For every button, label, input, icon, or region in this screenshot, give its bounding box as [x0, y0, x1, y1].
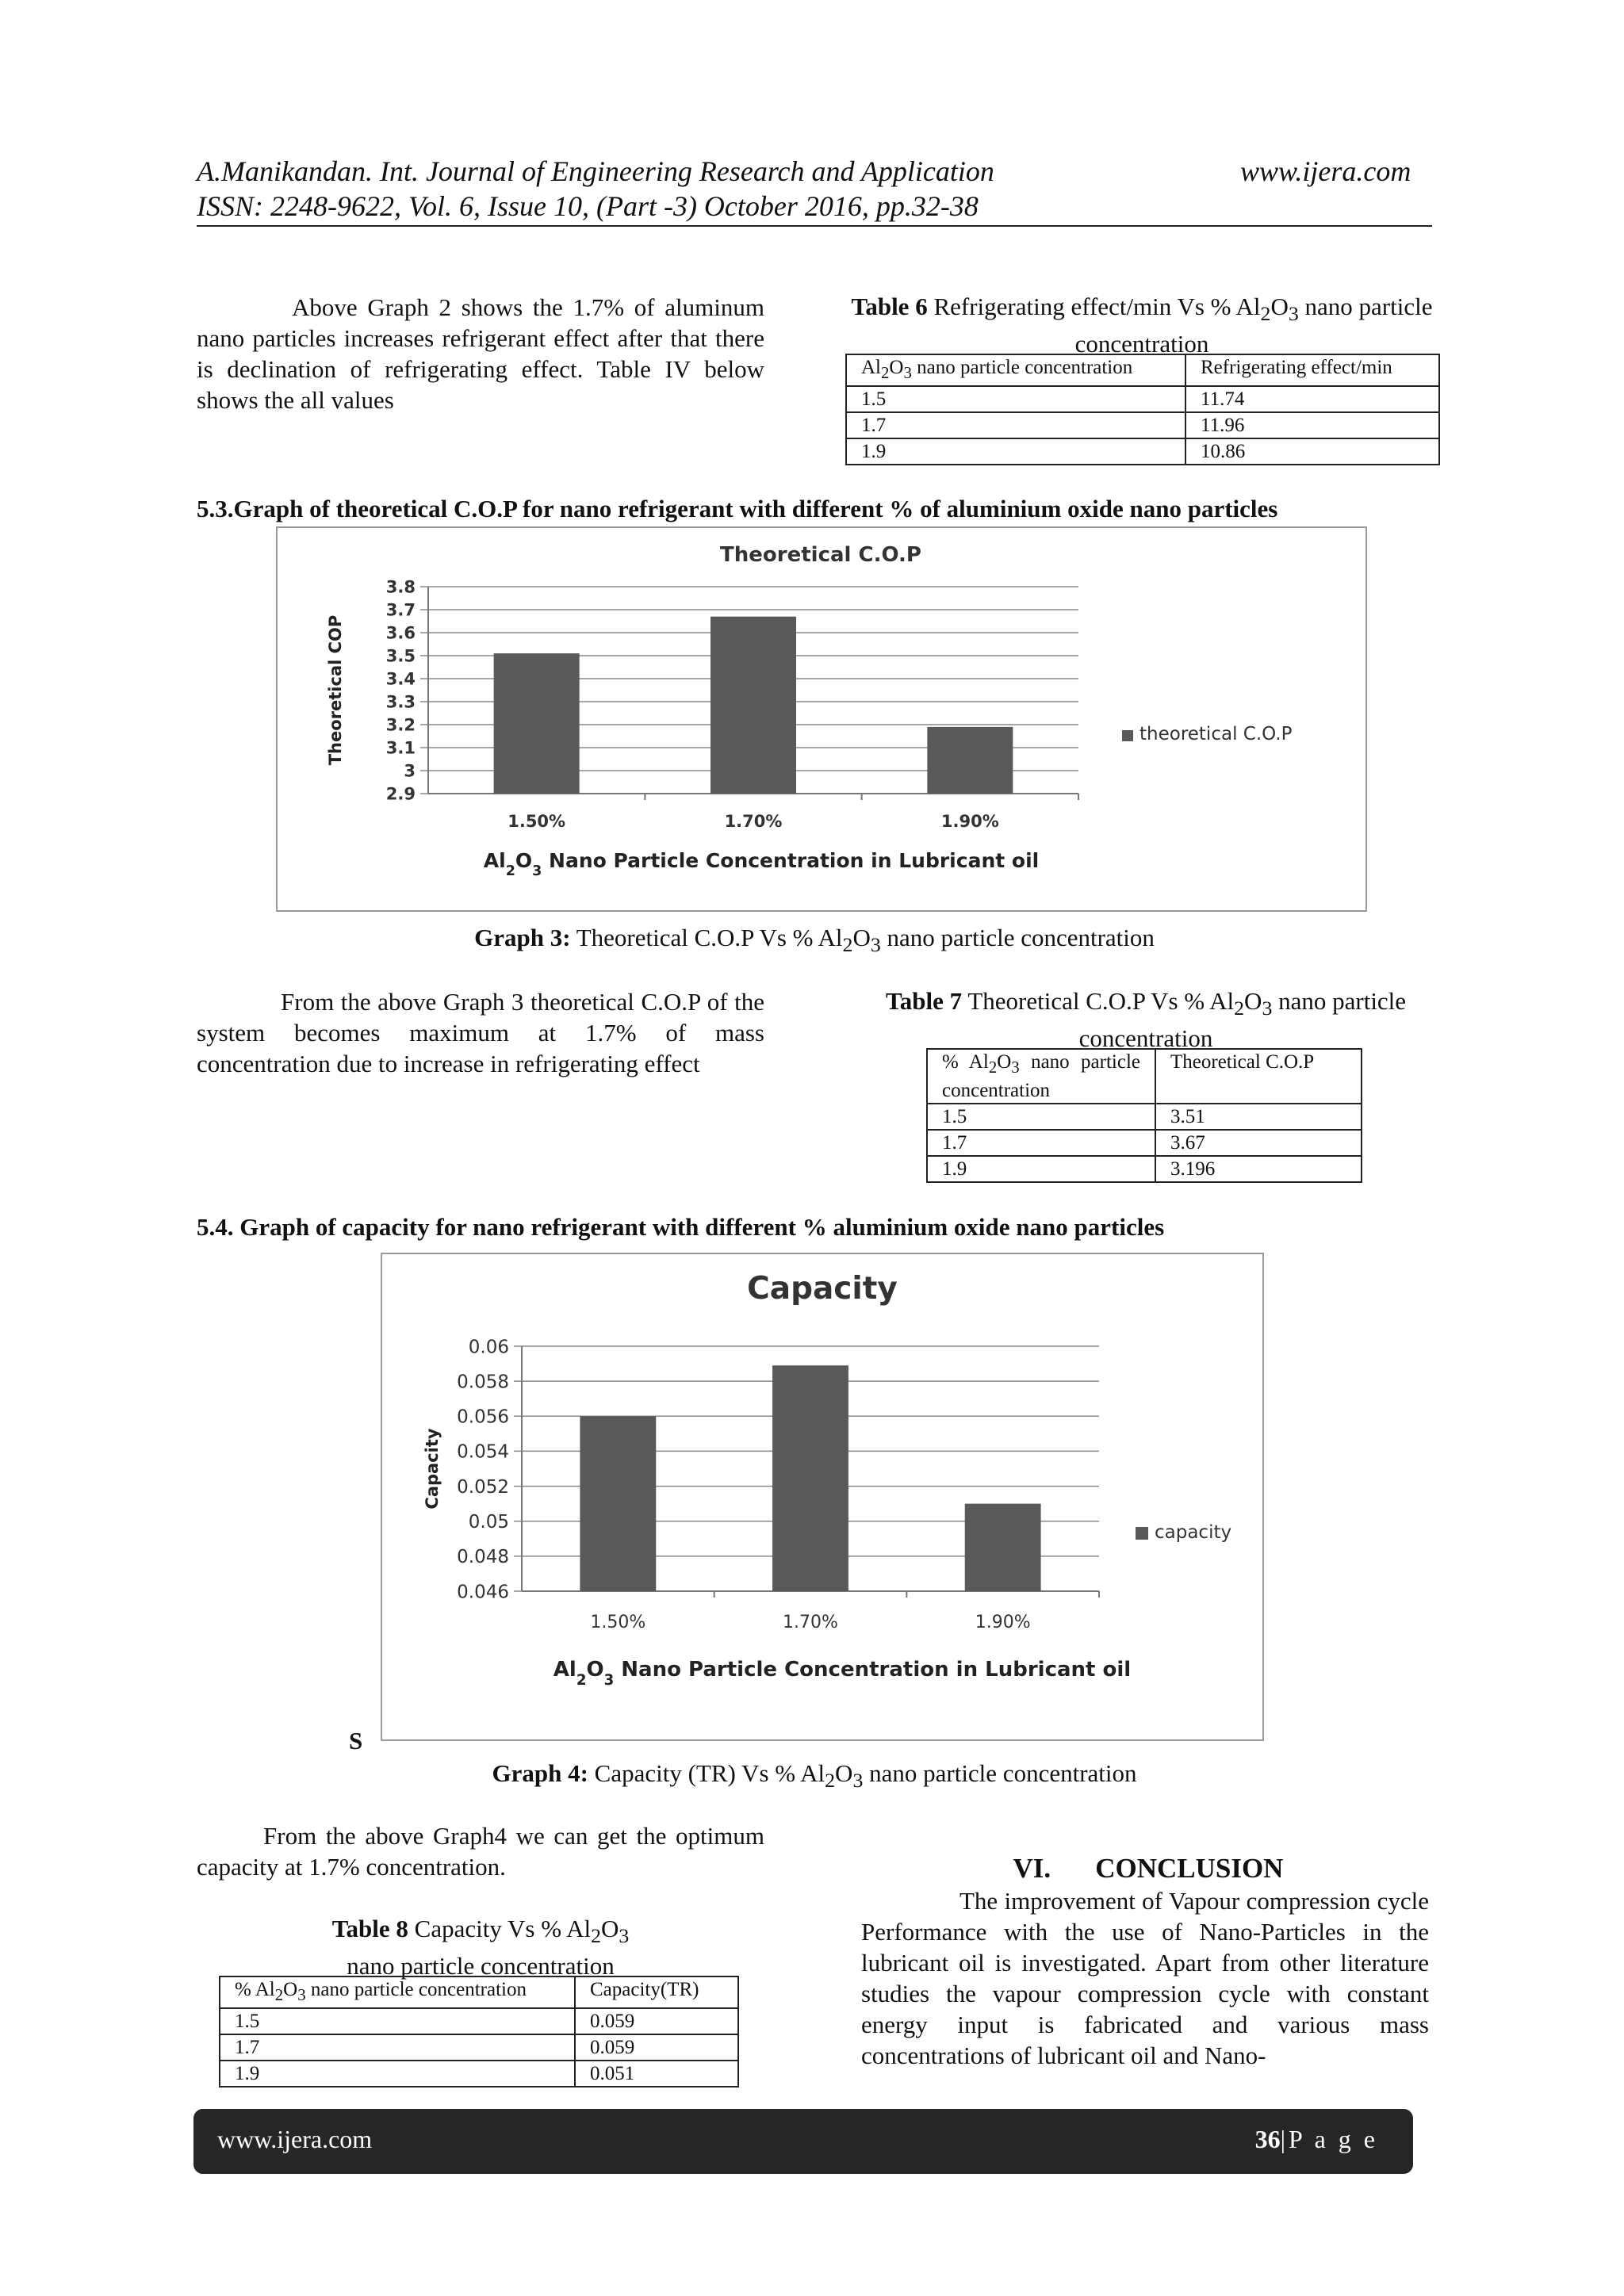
capacity-chart-svg — [382, 1254, 1262, 1739]
x-tick-label: 1.50% — [508, 812, 566, 831]
bar — [772, 1365, 848, 1591]
table-header-cell: Refrigerating effect/min — [1185, 354, 1439, 386]
intro-paragraph — [197, 292, 764, 415]
table-row — [846, 438, 1439, 465]
table-row — [220, 2008, 738, 2034]
table-cell: 1.9 — [220, 2061, 575, 2087]
table-cell: 3.51 — [1155, 1104, 1362, 1130]
y-tick-label: 0.052 — [457, 1476, 509, 1498]
table-header-cell: % $Al_2O_3$ nano particle concentration — [220, 1976, 575, 2008]
table6-caption: Table 6 Refrigerating effect/min Vs % $Al_2O_3$ nano particle concentration — [851, 293, 1433, 358]
theoretical-cop-chart — [276, 526, 1367, 912]
table6 — [845, 354, 1440, 465]
x-tick-label: 1.90% — [975, 1613, 1031, 1632]
table-header-cell: Capacity(TR) — [575, 1976, 738, 2008]
table-cell: 0.051 — [575, 2061, 738, 2087]
y-tick-label: 3.3 — [385, 692, 416, 712]
legend-label: theoretical C.O.P — [1139, 724, 1293, 744]
section-5-3-heading: 5.3.Graph of theoretical C.O.P for nano refrigerant with different % of aluminium oxide nano particles — [197, 495, 1278, 522]
graph3-label: Graph 3: — [474, 924, 571, 951]
page-footer — [193, 2109, 1413, 2174]
table-cell: 3.196 — [1155, 1156, 1362, 1182]
table-header-row — [927, 1049, 1362, 1104]
table-cell: 11.96 — [1185, 412, 1439, 438]
stray-letter: S — [349, 1727, 363, 1755]
conclusion-number: VI. — [1013, 1853, 1051, 1884]
y-tick-label: 3.7 — [385, 600, 416, 620]
y-tick-label: 3 — [404, 761, 416, 781]
x-tick-label: 1.70% — [724, 812, 783, 831]
y-tick-label: 3.2 — [385, 715, 416, 735]
paragraph-graph3-discussion: From the above Graph 3 theoretical C.O.P of the system becomes maximum at 1.7% of mass concentration due to increase in refrigerating effect — [197, 988, 764, 1077]
table-cell: 0.059 — [575, 2008, 738, 2034]
running-header-url: www.ijera.com — [1240, 155, 1411, 187]
section-5-4-heading: 5.4. Graph of capacity for nano refrigerant with different % aluminium oxide nano particles — [197, 1213, 1165, 1241]
running-header-issue: ISSN: 2248-9622, Vol. 6, Issue 10, (Part -3) October 2016, pp.32-38 — [197, 190, 979, 222]
running-header-journal: A.Manikandan. Int. Journal of Engineering Research and Application — [197, 155, 994, 187]
table-cell: 0.059 — [575, 2034, 738, 2061]
y-tick-label: 3.1 — [385, 738, 416, 758]
table-header-cell: Theoretical C.O.P — [1155, 1049, 1362, 1104]
footer-page-number: 36|P a g e — [1254, 2125, 1378, 2153]
graph4-caption: Graph 4: Capacity (TR) Vs % $Al_2O_3$ nano particle concentration — [492, 1759, 1137, 1793]
table7 — [926, 1048, 1362, 1183]
x-axis-label: $Al_2O_3$ Nano Particle Concentration in Lubricant oil — [553, 1658, 1132, 1689]
table-row — [927, 1130, 1362, 1156]
table-cell: 10.86 — [1185, 438, 1439, 465]
bar — [965, 1504, 1041, 1591]
theoretical-cop-chart-svg — [278, 528, 1365, 910]
bar — [927, 727, 1013, 794]
y-tick-label: 3.6 — [385, 623, 416, 643]
y-tick-label: 2.9 — [385, 784, 416, 804]
x-tick-label: 1.70% — [783, 1613, 838, 1632]
y-axis-label: Capacity — [423, 1428, 442, 1510]
footer-url: www.ijera.com — [217, 2125, 373, 2153]
table8-caption: Table 8 Capacity Vs % $Al_2O_3$ nano particle concentration — [331, 1915, 630, 1980]
table-cell: 1.9 — [846, 438, 1185, 465]
legend-swatch — [1136, 1527, 1148, 1540]
y-tick-label: 0.056 — [457, 1406, 509, 1428]
table6-label: Table 6 — [851, 293, 928, 320]
y-tick-label: 3.8 — [385, 577, 416, 597]
paragraph-graph4-discussion: From the above Graph4 we can get the optimum capacity at 1.7% concentration. — [197, 1822, 764, 1881]
y-tick-label: 0.05 — [468, 1511, 509, 1533]
table-cell: 3.67 — [1155, 1130, 1362, 1156]
table8 — [219, 1976, 739, 2087]
legend-swatch — [1122, 730, 1133, 741]
conclusion-title: CONCLUSION — [1095, 1853, 1284, 1884]
x-tick-label: 1.50% — [590, 1613, 646, 1632]
x-tick-label: 1.90% — [940, 812, 999, 831]
capacity-chart — [381, 1253, 1264, 1741]
y-tick-label: 0.048 — [457, 1547, 509, 1568]
x-axis-label: $Al_2O_3$ Nano Particle Concentration in Lubricant oil — [483, 849, 1040, 879]
table-cell: 11.74 — [1185, 386, 1439, 412]
y-tick-label: 0.058 — [457, 1372, 509, 1393]
table-row — [927, 1104, 1362, 1130]
table-cell: 1.7 — [846, 412, 1185, 438]
intro-paragraph-text: Above Graph 2 shows the 1.7% of aluminum nano particles increases refrigerant effect after that there is declination of refrigerating effect. Table IV below shows the all values — [197, 293, 764, 414]
y-tick-label: 0.054 — [457, 1441, 509, 1463]
table7-label: Table 7 — [885, 987, 963, 1015]
table-header-cell: % $Al_2O_3$ nano particle concentration — [927, 1049, 1155, 1104]
bar — [710, 617, 796, 794]
table-cell: 1.5 — [927, 1104, 1155, 1130]
table-row — [846, 412, 1439, 438]
table-row — [220, 2034, 738, 2061]
table-cell: 1.9 — [927, 1156, 1155, 1182]
table8-label: Table 8 — [331, 1915, 408, 1942]
y-tick-label: 3.4 — [385, 669, 416, 689]
table-cell: 1.5 — [846, 386, 1185, 412]
graph3-caption: Graph 3: Theoretical C.O.P Vs % $Al_2O_3$ nano particle concentration — [474, 924, 1155, 957]
y-axis-label: Theoretical COP — [326, 614, 345, 766]
y-tick-label: 0.046 — [457, 1582, 509, 1603]
header-rule — [197, 225, 1432, 227]
table-cell: 1.7 — [220, 2034, 575, 2061]
table-header-row — [846, 354, 1439, 386]
bar — [580, 1416, 656, 1591]
table-row — [927, 1156, 1362, 1182]
y-tick-label: 0.06 — [468, 1337, 509, 1358]
table-cell: 1.7 — [927, 1130, 1155, 1156]
y-tick-label: 3.5 — [385, 646, 416, 666]
table-header-cell: $Al_2O_3$ nano particle concentration — [846, 354, 1185, 386]
chart-title: Capacity — [747, 1271, 898, 1307]
table-cell: 1.5 — [220, 2008, 575, 2034]
conclusion-heading — [864, 1852, 1432, 1885]
table7-caption: Table 7 Theoretical C.O.P Vs % $Al_2O_3$ nano particle concentration — [885, 987, 1407, 1053]
table-row — [220, 2061, 738, 2087]
bar — [494, 653, 580, 794]
table-header-row — [220, 1976, 738, 2008]
conclusion-paragraph: The improvement of Vapour compression cycle Performance with the use of Nano-Particles in the lubricant oil is investigated. Apart from other literature studies the vapour compression cycle with constant energy input is fabricated and various mass concentrations of lubricant oil and Nano- — [861, 1887, 1429, 2069]
chart-title: Theoretical C.O.P — [720, 543, 921, 567]
legend-label: capacity — [1155, 1522, 1232, 1543]
table-row — [846, 386, 1439, 412]
graph4-label: Graph 4: — [492, 1759, 588, 1787]
